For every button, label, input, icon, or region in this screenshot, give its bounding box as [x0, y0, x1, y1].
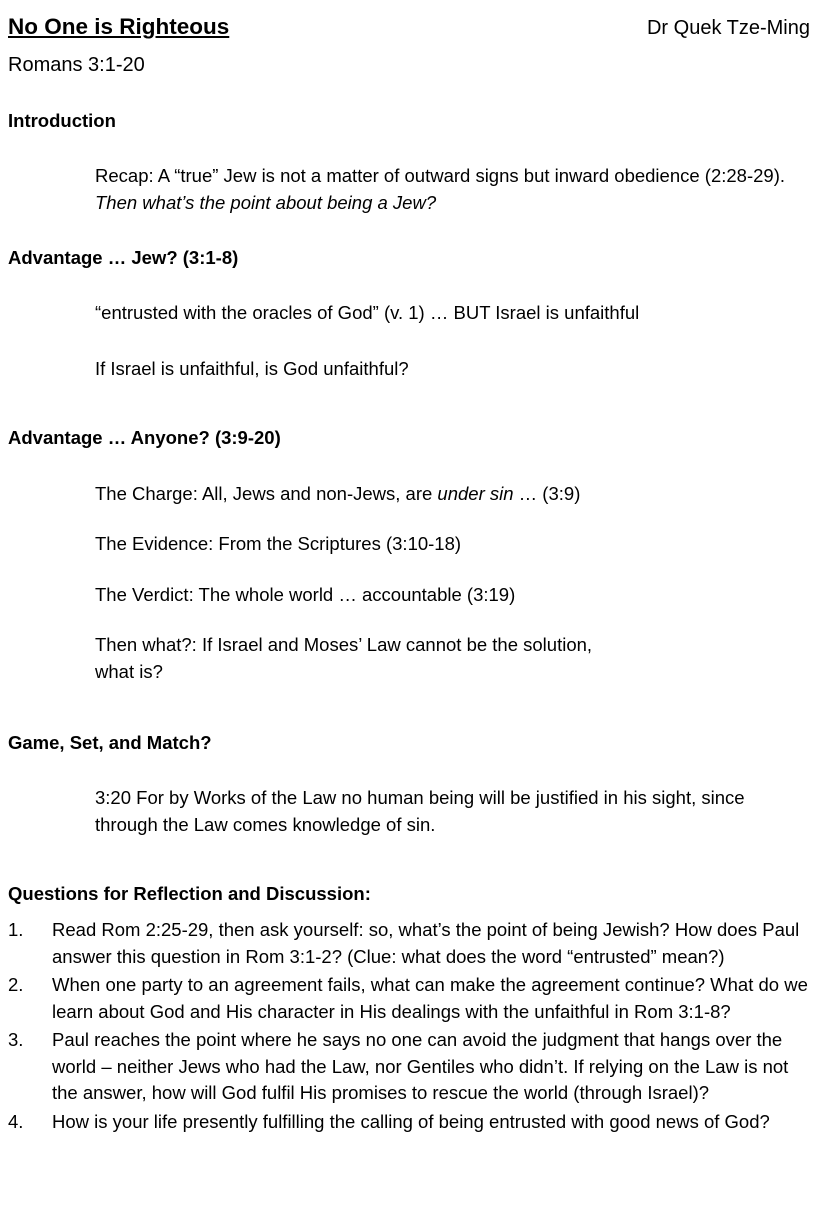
evidence-point: The Evidence: From the Scriptures (3:10-18): [95, 533, 462, 554]
charge-reference: … (3:9): [513, 483, 581, 504]
question-item: [8, 1109, 810, 1136]
then-what-line-1: Then what?: If Israel and Moses’ Law cannot be the solution,: [95, 634, 593, 655]
question-text: Read Rom 2:25-29, then ask yourself: so, what’s the point of being Jewish? How does Paul answer this question in Rom 3:1-2? (Clue: what does the word “entrusted” mean?): [52, 919, 800, 967]
question-item: [8, 917, 810, 970]
header: [8, 12, 810, 42]
document-title: No One is Righteous: [8, 14, 230, 39]
charge-point: [95, 480, 810, 507]
author-name: Dr Quek Tze-Ming: [646, 17, 810, 39]
charge-text: The Charge: All, Jews and non-Jews, are: [95, 483, 438, 504]
question-number: 2.: [8, 974, 24, 995]
section-heading-advantage-jew: Advantage … Jew? (3:1-8): [8, 247, 239, 268]
question-item: [8, 1027, 810, 1107]
section-heading-advantage-anyone: Advantage … Anyone? (3:9-20): [8, 427, 281, 448]
question-number: 3.: [8, 1029, 24, 1050]
verdict-point: The Verdict: The whole world … accountable (3:19): [95, 584, 516, 605]
question-text: Paul reaches the point where he says no one can avoid the judgment that hangs over the world – neither Jews who had the Law, nor Gentiles who didn’t. If relying on the Law is not the answer, how will God fulfil His promises to rescue the world (through Israel)?: [52, 1029, 789, 1103]
section-heading-questions: Questions for Reflection and Discussion:: [8, 883, 371, 904]
section-heading-introduction: Introduction: [8, 110, 116, 131]
question-text: How is your life presently fulfilling the calling of being entrusted with good news of God?: [52, 1110, 770, 1132]
question-number: 4.: [8, 1110, 24, 1132]
question-text: When one party to an agreement fails, what can make the agreement continue? What do we learn about God and His character in His dealings with the unfaithful in Rom 3:1-8?: [52, 974, 808, 1022]
recap-question: Then what’s the point about being a Jew?: [95, 192, 437, 213]
advantage-jew-point-1: “entrusted with the oracles of God” (v. 1) … BUT Israel is unfaithful: [95, 302, 640, 323]
recap-text: Recap: A “true” Jew is not a matter of outward signs but inward obedience (2:28-29).: [95, 165, 786, 186]
recap-paragraph: [95, 162, 810, 216]
advantage-jew-point-2: If Israel is unfaithful, is God unfaithful?: [95, 358, 409, 379]
questions-list: [8, 917, 810, 1137]
then-what-line-2: what is?: [95, 661, 163, 682]
question-item: [8, 972, 810, 1025]
scripture-passage: Romans 3:1-20: [8, 54, 145, 76]
section-heading-game-set-match: Game, Set, and Match?: [8, 732, 212, 753]
then-what-point: [95, 631, 810, 685]
charge-emphasis: under sin: [437, 483, 514, 504]
verse-quote: 3:20 For by Works of the Law no human being will be justified in his sight, since through the Law comes knowledge of sin.: [95, 787, 745, 835]
question-number: 1.: [8, 919, 24, 940]
